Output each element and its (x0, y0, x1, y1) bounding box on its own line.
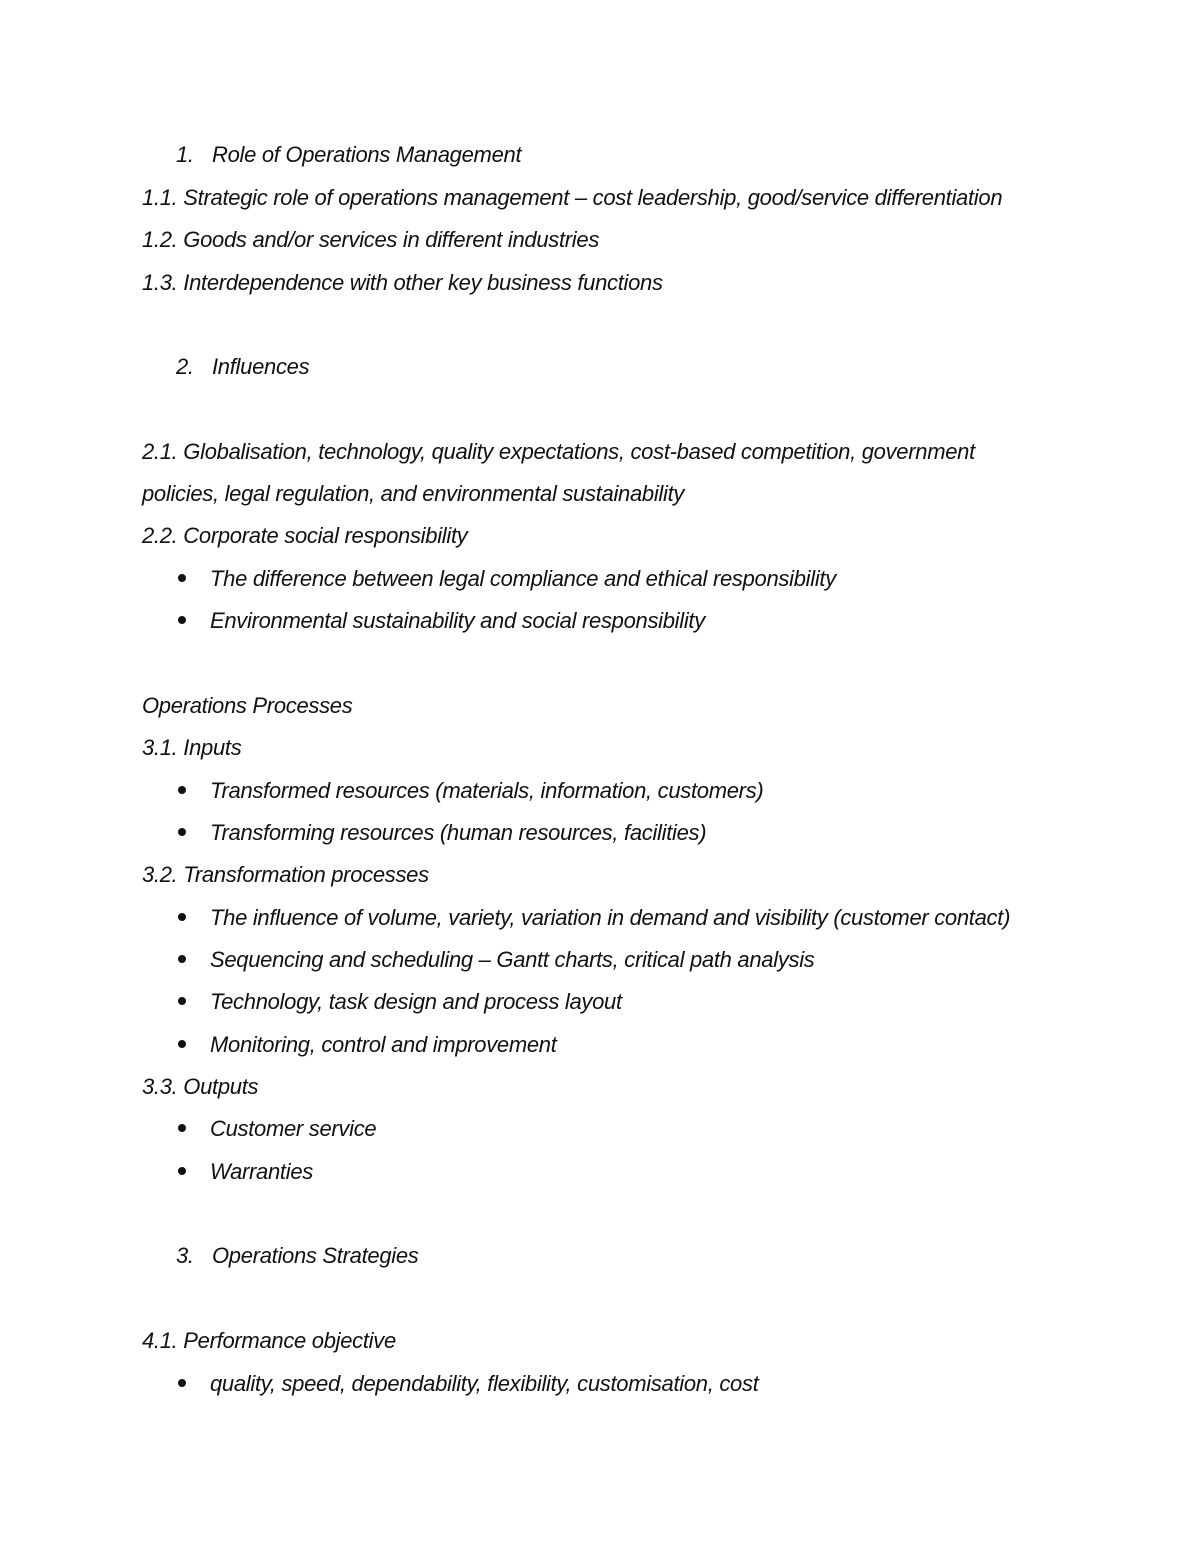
item-4-1: 4.1. Performance objective (142, 1328, 396, 1353)
item-2-2: 2.2. Corporate social responsibility (142, 523, 468, 548)
bullet-text: Customer service (210, 1116, 377, 1141)
bullet-icon (178, 786, 186, 794)
bullet-item (178, 946, 815, 974)
section-4-heading (176, 1242, 418, 1270)
bullet-icon (178, 1167, 186, 1175)
section-4-title: Operations Strategies (212, 1243, 419, 1268)
bullet-icon (178, 1040, 186, 1048)
bullet-icon (178, 574, 186, 582)
bullet-item (178, 1158, 313, 1186)
item-3-2: 3.2. Transformation processes (142, 862, 429, 887)
bullet-icon (178, 913, 186, 921)
bullet-item (178, 1115, 376, 1143)
bullet-text: Transformed resources (materials, information, customers) (210, 778, 764, 803)
bullet-icon (178, 955, 186, 963)
section-1-heading (176, 141, 521, 169)
bullet-text: Monitoring, control and improvement (210, 1032, 557, 1057)
bullet-text: Environmental sustainability and social responsibility (210, 608, 705, 633)
bullet-text: Warranties (210, 1159, 313, 1184)
bullet-text: Transforming resources (human resources, facilities) (210, 820, 707, 845)
section-2-title: Influences (212, 354, 310, 379)
section-1-number: 1. (176, 142, 194, 167)
bullet-item (178, 607, 705, 635)
item-2-1-line-1: 2.1. Globalisation, technology, quality expectations, cost-based competition, government (142, 439, 975, 464)
item-3-3: 3.3. Outputs (142, 1074, 259, 1099)
bullet-item (178, 904, 1010, 932)
item-1-3: 1.3. Interdependence with other key business functions (142, 270, 663, 295)
item-3-1: 3.1. Inputs (142, 735, 242, 760)
section-2-number: 2. (176, 354, 194, 379)
bullet-item (178, 819, 706, 847)
bullet-icon (178, 616, 186, 624)
bullet-icon (178, 1379, 186, 1387)
section-1-title: Role of Operations Management (212, 142, 522, 167)
bullet-text: quality, speed, dependability, flexibility, customisation, cost (210, 1371, 759, 1396)
bullet-item (178, 1370, 759, 1398)
item-1-2: 1.2. Goods and/or services in different industries (142, 227, 600, 252)
section-3-heading: Operations Processes (142, 693, 353, 718)
bullet-icon (178, 997, 186, 1005)
bullet-text: Technology, task design and process layout (210, 989, 622, 1014)
bullet-icon (178, 1124, 186, 1132)
bullet-item (178, 777, 763, 805)
bullet-text: Sequencing and scheduling – Gantt charts, critical path analysis (210, 947, 815, 972)
bullet-text: The difference between legal compliance and ethical responsibility (210, 566, 836, 591)
section-2-heading (176, 353, 309, 381)
bullet-icon (178, 828, 186, 836)
bullet-item (178, 1031, 557, 1059)
bullet-item (178, 988, 622, 1016)
bullet-item (178, 565, 836, 593)
bullet-text: The influence of volume, variety, variation in demand and visibility (customer contact) (210, 905, 1011, 930)
section-4-number: 3. (176, 1243, 194, 1268)
item-1-1: 1.1. Strategic role of operations management – cost leadership, good/service differentiation (142, 185, 1003, 210)
item-2-1-line-2: policies, legal regulation, and environmental sustainability (142, 481, 685, 506)
